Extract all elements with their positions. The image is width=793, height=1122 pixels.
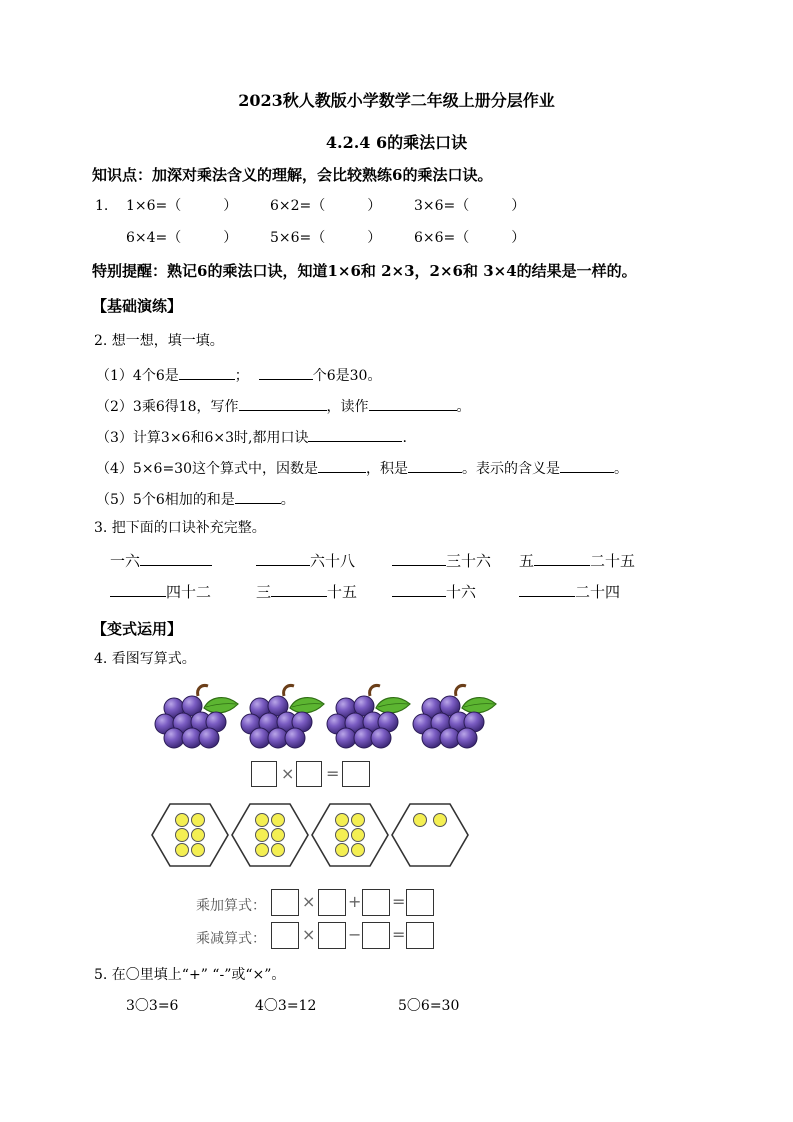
answer-box[interactable] (271, 889, 299, 916)
rhyme-text: 五 (519, 552, 535, 570)
q2-text: 个6是30。 (312, 368, 382, 384)
answer-blank[interactable] (519, 582, 575, 597)
rhyme-item (256, 551, 355, 570)
q2-text: 。表示的含义是 (462, 461, 560, 477)
answer-box[interactable] (318, 889, 346, 916)
equals-sign: = (326, 764, 340, 783)
answer-box[interactable] (296, 761, 322, 787)
times-sign: × (302, 892, 316, 911)
hexagon-six-dots (232, 804, 308, 866)
q1-item: 1×6=（ ） (126, 198, 238, 214)
answer-box[interactable] (318, 922, 346, 949)
q2-text: 。 (456, 399, 471, 415)
answer-blank[interactable] (318, 458, 366, 473)
answer-blank[interactable] (408, 458, 462, 473)
reminder: 特别提醒：熟记6的乘法口诀，知道1×6和 2×3，2×6和 3×4的结果是一样的。 (92, 262, 637, 280)
q2-text: ，读作 (326, 399, 369, 415)
q5-item[interactable]: 4〇3=12 (255, 998, 317, 1014)
rhyme-text: 三十六 (446, 552, 492, 570)
equals-sign: = (392, 925, 406, 944)
rhyme-item (256, 582, 357, 601)
q2-text: （2）3乘6得18，写作 (96, 399, 239, 415)
q2-text: . (402, 430, 407, 446)
rhyme-item (110, 551, 212, 570)
rhyme-text: 一六 (110, 552, 141, 570)
grapes-figure (148, 674, 498, 754)
rhyme-text: 十六 (446, 583, 477, 601)
rhyme-item (519, 582, 620, 601)
answer-box[interactable] (271, 922, 299, 949)
q2-item-4 (96, 458, 628, 478)
answer-blank[interactable] (179, 365, 235, 380)
rhyme-text: 四十二 (166, 583, 212, 601)
grape-bunch (241, 685, 324, 748)
answer-blank[interactable] (392, 582, 446, 597)
rhyme-text: 二十五 (590, 552, 636, 570)
grape-bunch (413, 685, 496, 748)
answer-blank[interactable] (534, 551, 590, 566)
answer-blank[interactable] (140, 551, 212, 566)
hexagon-figure (148, 802, 478, 868)
q3-stem: 3. 把下面的口诀补充完整。 (94, 520, 266, 536)
times-sign: × (302, 925, 316, 944)
answer-blank[interactable] (235, 489, 281, 504)
q1-item: 6×6=（ ） (414, 230, 526, 246)
q2-text: （3）计算3×6和6×3时,都用口诀 (96, 430, 309, 446)
answer-blank[interactable] (110, 582, 166, 597)
equals-sign: = (392, 892, 406, 911)
answer-box[interactable] (342, 761, 370, 787)
answer-blank[interactable] (256, 551, 310, 566)
multiply-subtract-label: 乘减算式： (196, 931, 266, 947)
grape-bunch (155, 685, 238, 748)
section-heading-variation: 【变式运用】 (92, 620, 183, 638)
plus-sign: + (348, 892, 362, 911)
page-title: 2023秋人教版小学数学二年级上册分层作业 (238, 91, 555, 110)
hexagon-six-dots (152, 804, 228, 866)
answer-blank[interactable] (369, 396, 457, 411)
section-heading-basic: 【基础演练】 (92, 297, 183, 315)
answer-box[interactable] (362, 922, 390, 949)
answer-box[interactable] (406, 922, 434, 949)
q2-stem: 2. 想一想，填一填。 (94, 333, 224, 349)
q2-text: （4）5×6=30这个算式中，因数是 (96, 461, 318, 477)
answer-blank[interactable] (560, 458, 614, 473)
rhyme-text: 十五 (327, 583, 358, 601)
rhyme-text: 三 (256, 583, 272, 601)
q1-item: 5×6=（ ） (270, 230, 382, 246)
q2-text: ，积是 (366, 461, 408, 477)
grape-bunch (327, 685, 410, 748)
answer-blank[interactable] (308, 427, 402, 442)
q2-text: 。 (614, 461, 628, 477)
hexagon-six-dots (312, 804, 388, 866)
hexagon-two-dots (392, 804, 468, 866)
answer-box[interactable] (362, 889, 390, 916)
rhyme-item (392, 551, 491, 570)
multiply-add-label: 乘加算式： (196, 898, 266, 914)
q1-number: 1. (95, 198, 109, 214)
q2-item-2 (96, 396, 471, 416)
rhyme-item (392, 582, 476, 601)
q2-text: （5）5个6相加的和是 (96, 492, 235, 508)
q2-item-3 (96, 427, 407, 447)
q2-item-5 (96, 489, 295, 509)
q1-item: 6×2=（ ） (270, 198, 382, 214)
q1-item: 6×4=（ ） (126, 230, 238, 246)
answer-blank[interactable] (271, 582, 327, 597)
rhyme-item (519, 551, 635, 570)
page-subtitle: 4.2.4 6的乘法口诀 (325, 133, 468, 152)
answer-box[interactable] (251, 761, 277, 787)
q2-text: （1）4个6是 (96, 368, 179, 384)
q5-item[interactable]: 5〇6=30 (398, 998, 460, 1014)
rhyme-item (110, 582, 211, 601)
answer-blank[interactable] (259, 365, 313, 380)
q2-text: 。 (280, 492, 295, 508)
q2-text: ； (234, 368, 249, 384)
times-sign: × (281, 764, 295, 783)
knowledge-point: 知识点：加深对乘法含义的理解，会比较熟练6的乘法口诀。 (92, 166, 493, 184)
q4-stem: 4. 看图写算式。 (94, 651, 196, 667)
minus-sign: − (348, 925, 362, 944)
q2-item-1 (96, 365, 381, 385)
q1-item: 3×6=（ ） (414, 198, 526, 214)
q5-item[interactable]: 3〇3=6 (126, 998, 179, 1014)
rhyme-text: 六十八 (310, 552, 356, 570)
answer-blank[interactable] (392, 551, 446, 566)
rhyme-text: 二十四 (575, 583, 621, 601)
q5-stem: 5. 在〇里填上“+” “-”或“×”。 (94, 967, 286, 983)
answer-box[interactable] (406, 889, 434, 916)
answer-blank[interactable] (239, 396, 327, 411)
